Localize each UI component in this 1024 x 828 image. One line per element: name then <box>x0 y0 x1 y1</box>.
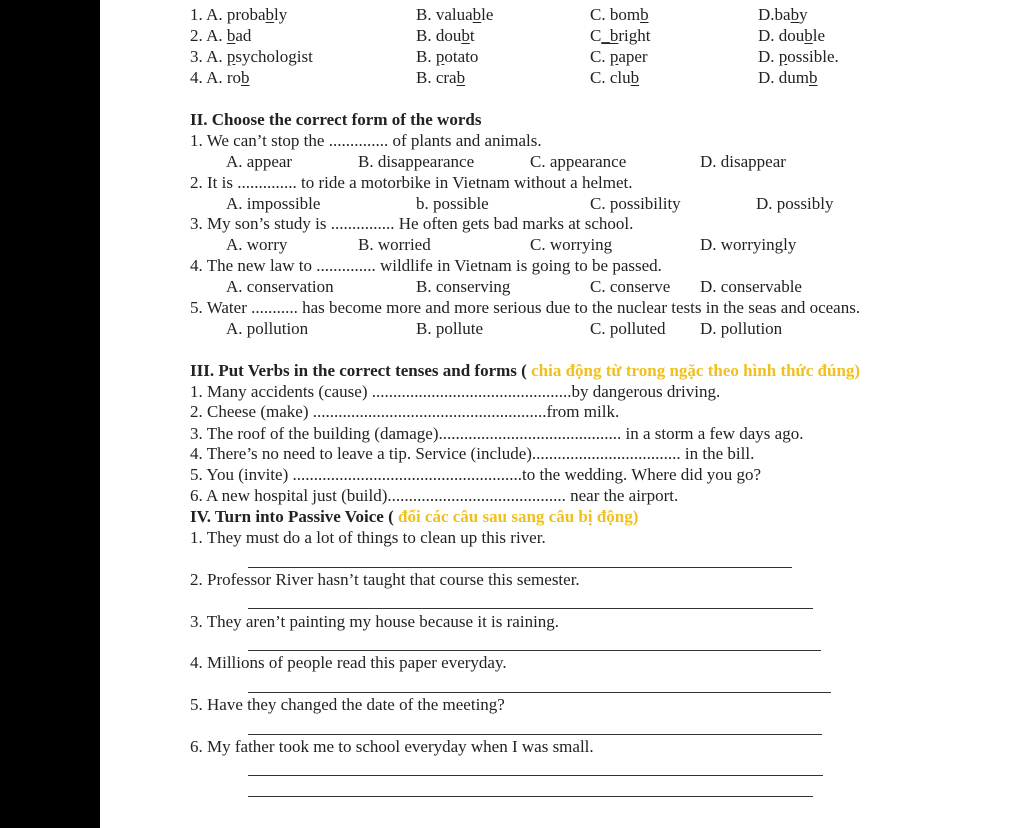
q2-option-c: C. possibility <box>590 194 681 213</box>
q3-option-c: C. worrying <box>530 235 613 254</box>
row-2-option-a: 2. A. bad <box>190 26 252 45</box>
passive-item-6: 6. My father took me to school everyday when I was small. <box>190 737 594 756</box>
q5-option-a: A. pollution <box>226 319 309 338</box>
answer-line-3[interactable] <box>248 650 821 651</box>
q4-option-d: D. conservable <box>700 277 802 296</box>
row-2-option-c: C_bright <box>590 26 651 45</box>
q1-stem: 1. We can’t stop the .............. of plants and animals. <box>190 131 542 150</box>
q4-stem: 4. The new law to .............. wildlife in Vietnam is going to be passed. <box>190 256 662 275</box>
verb-item-6: 6. A new hospital just (build).......................................... near the airport. <box>190 486 679 505</box>
row-4-option-d: D. dumb <box>758 68 818 87</box>
verb-item-2: 2. Cheese (make) .......................................................from milk. <box>190 402 620 421</box>
q3-stem: 3. My son’s study is ............... He often gets bad marks at school. <box>190 214 634 233</box>
q1-option-c: C. appearance <box>530 152 627 171</box>
verb-item-1: 1. Many accidents (cause) ...............................................by dangerous driving. <box>190 382 721 401</box>
q3-option-d: D. worryingly <box>700 235 797 254</box>
passive-item-3: 3. They aren’t painting my house because it is raining. <box>190 612 560 631</box>
section-4-note: đổi các câu sau sang câu bị động) <box>397 507 639 526</box>
section-3-note: chia động từ trong ngặc theo hình thức đúng) <box>531 361 861 380</box>
q3-option-b: B. worried <box>358 235 431 254</box>
row-4-option-a: 4. A. rob <box>190 68 250 87</box>
row-1-option-a: 1. A. probably <box>190 5 288 24</box>
answer-line-1[interactable] <box>248 567 792 568</box>
q5-option-d: D. pollution <box>700 319 783 338</box>
q5-option-c: C. polluted <box>590 319 666 338</box>
q1-option-a: A. appear <box>226 152 293 171</box>
passive-item-1: 1. They must do a lot of things to clean up this river. <box>190 528 546 547</box>
verb-item-4: 4. There’s no need to leave a tip. Service (include)................................... in the bill. <box>190 444 755 463</box>
q4-option-b: B. conserving <box>416 277 511 296</box>
answer-line-2[interactable] <box>248 608 813 609</box>
row-2-option-d: D. double <box>758 26 826 45</box>
passive-item-2: 2. Professor River hasn’t taught that course this semester. <box>190 570 580 589</box>
row-3-option-c: C. paper <box>590 47 648 66</box>
row-3-option-d: D. possible. <box>758 47 839 66</box>
worksheet-page <box>100 0 1024 828</box>
q5-stem: 5. Water ........... has become more and more serious due to the nuclear tests in the seas and oceans. <box>190 298 861 317</box>
row-4-option-b: B. crab <box>416 68 466 87</box>
q1-option-d: D. disappear <box>700 152 786 171</box>
section-2-heading: II. Choose the correct form of the words <box>190 110 482 129</box>
q4-option-a: A. conservation <box>226 277 334 296</box>
q2-option-d: D. possibly <box>756 194 834 213</box>
verb-item-3: 3. The roof of the building (damage)........................................... in a storm a few days ago. <box>190 424 804 443</box>
row-1-option-c: C. bomb <box>590 5 649 24</box>
answer-line-4[interactable] <box>248 692 831 693</box>
row-1-option-d: D.baby <box>758 5 808 24</box>
row-4-option-c: C. club <box>590 68 640 87</box>
q2-option-b: b. possible <box>416 194 489 213</box>
q5-option-b: B. pollute <box>416 319 484 338</box>
row-3-option-b: B. potato <box>416 47 479 66</box>
q1-option-b: B. disappearance <box>358 152 475 171</box>
passive-item-5: 5. Have they changed the date of the meeting? <box>190 695 505 714</box>
q3-option-a: A. worry <box>226 235 288 254</box>
passive-item-4: 4. Millions of people read this paper everyday. <box>190 653 507 672</box>
section-3-heading: III. Put Verbs in the correct tenses and forms ( chia động từ trong ngặc theo hình thức đúng) <box>190 361 861 380</box>
verb-item-5: 5. You (invite) ......................................................to the wedding. Where did you go? <box>190 465 762 484</box>
section-4-heading: IV. Turn into Passive Voice ( đổi các câu sau sang câu bị động) <box>190 507 639 526</box>
answer-line-6a[interactable] <box>248 775 823 776</box>
q2-stem: 2. It is .............. to ride a motorbike in Vietnam without a helmet. <box>190 173 633 192</box>
answer-line-5[interactable] <box>248 734 822 735</box>
row-3-option-a: 3. A. psychologist <box>190 47 313 66</box>
answer-line-6b[interactable] <box>248 796 813 797</box>
row-2-option-b: B. doubt <box>416 26 475 45</box>
q4-option-c: C. conserve <box>590 277 671 296</box>
row-1-option-b: B. valuable <box>416 5 494 24</box>
q2-option-a: A. impossible <box>226 194 321 213</box>
